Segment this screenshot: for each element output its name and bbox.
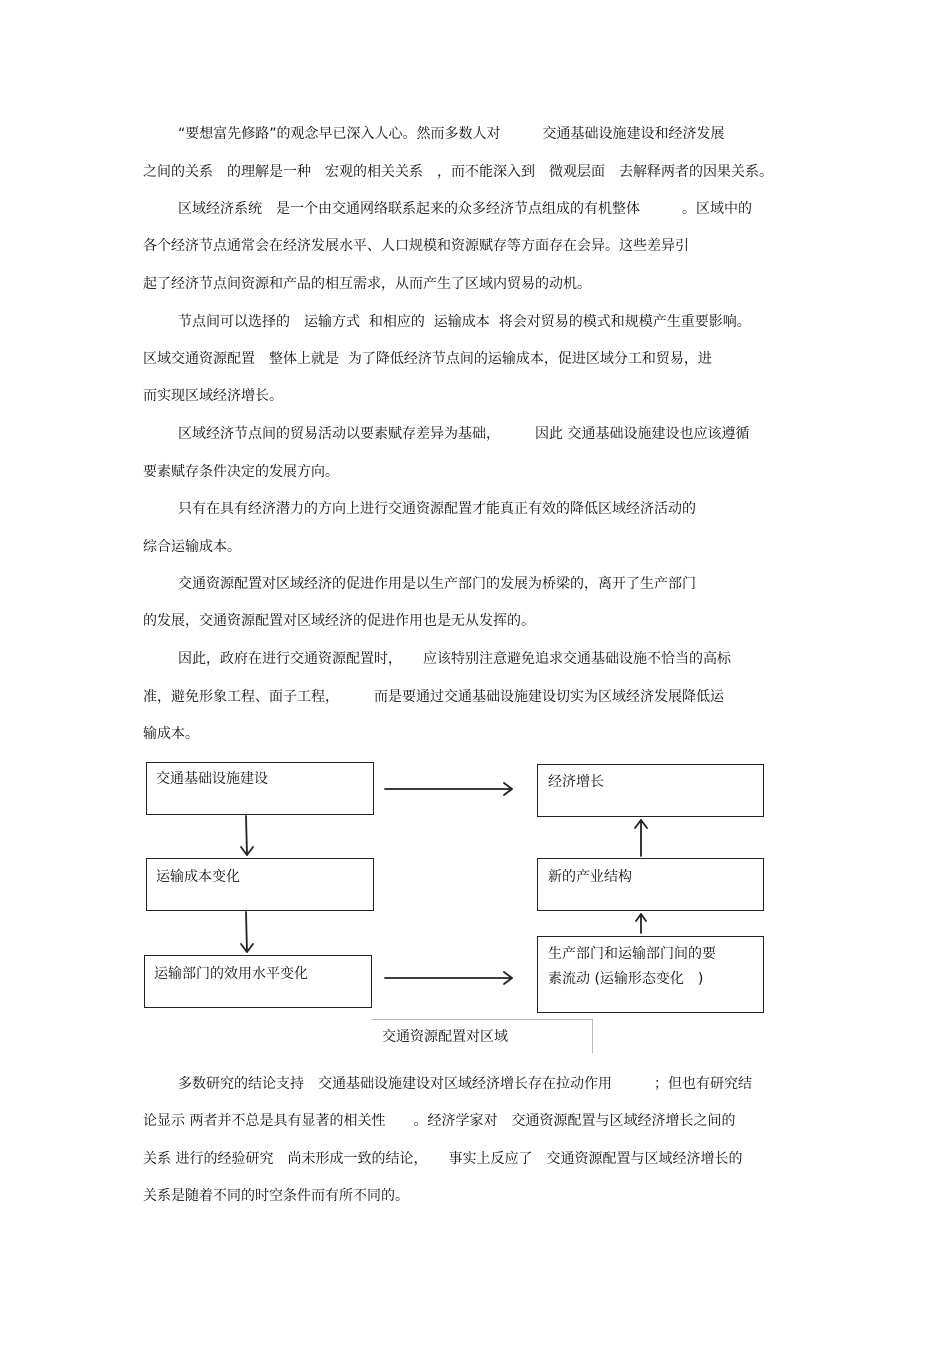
para7-line2: 准，避免形象工程、面子工程， 而是要通过交通基础设施建设切实为区域经济发展降低运 bbox=[143, 689, 724, 705]
para5-line1: 只有在具有经济潜力的方向上进行交通资源配置才能真正有效的降低区域经济活动的 bbox=[178, 501, 696, 517]
para3-line1: 节点间可以选择的 运输方式 和相应的 运输成本 将会对贸易的模式和规模产生重要影响。 bbox=[178, 314, 751, 330]
diagram-caption: 交通资源配置对区域 bbox=[382, 1029, 508, 1045]
diagram-label-infrastructure: 交通基础设施建设 bbox=[156, 771, 268, 787]
arrow-infra-to-cost bbox=[246, 816, 247, 855]
para4-line1: 区域经济节点间的贸易活动以要素赋存差异为基础， 因此 交通基础设施建设也应该遵循 bbox=[178, 426, 750, 442]
para8-line1: 多数研究的结论支持 交通基础设施建设对区域经济增长存在拉动作用 ；但也有研究结 bbox=[178, 1076, 752, 1092]
para1-line1: “要想富先修路”的观念早已深入人心。然而多数人对 交通基础设施建设和经济发展 bbox=[178, 126, 725, 142]
para3-line3: 而实现区域经济增长。 bbox=[143, 388, 283, 404]
para2-line2: 各个经济节点通常会在经济发展水平、人口规模和资源赋存等方面存在会异。这些差异引 bbox=[143, 238, 689, 254]
para8-line2: 论显示 两者并不总是具有显著的相关性 。经济学家对 交通资源配置与区域经济增长之间的 bbox=[143, 1113, 736, 1129]
para1-line2: 之间的关系 的理解是一种 宏观的相关关系 ，而不能深入到 微观层面 去解释两者的因果关系。 bbox=[143, 164, 773, 180]
para2-line1: 区域经济系统 是一个由交通网络联系起来的众多经济节点组成的有机整体 。区域中的 bbox=[178, 201, 752, 217]
para5-line2: 综合运输成本。 bbox=[143, 539, 241, 555]
diagram-label-transport-cost: 运输成本变化 bbox=[156, 869, 240, 885]
para7-line3: 输成本。 bbox=[143, 726, 199, 742]
para2-line3: 起了经济节点间资源和产品的相互需求，从而产生了区域内贸易的动机。 bbox=[143, 276, 591, 292]
diagram-label-growth: 经济增长 bbox=[548, 774, 604, 790]
para3-line2: 区域交通资源配置 整体上就是 为了降低经济节点间的运输成本，促进区域分工和贸易，进 bbox=[143, 351, 712, 367]
diagram-label-structure: 新的产业结构 bbox=[548, 869, 632, 885]
diagram-label-factor-flow-line1: 生产部门和运输部门间的要 bbox=[548, 946, 716, 962]
arrow-cost-to-utility bbox=[246, 912, 247, 952]
para8-line3: 关系 进行的经验研究 尚未形成一致的结论， 事实上反应了 交通资源配置与区域经济增长的 bbox=[143, 1151, 743, 1167]
para6-line2: 的发展，交通资源配置对区域经济的促进作用也是无从发挥的。 bbox=[143, 613, 535, 629]
diagram-label-factor-flow-line2: 素流动 (运输形态变化 ) bbox=[548, 971, 704, 987]
para4-line2: 要素赋存条件决定的发展方向。 bbox=[143, 464, 339, 480]
para6-line1: 交通资源配置对区域经济的促进作用是以生产部门的发展为桥梁的，离开了生产部门 bbox=[178, 576, 696, 592]
para7-line1: 因此，政府在进行交通资源配置时， 应该特别注意避免追求交通基础设施不恰当的高标 bbox=[178, 651, 731, 667]
diagram-label-utility: 运输部门的效用水平变化 bbox=[154, 966, 308, 982]
para8-line4: 关系是随着不同的时空条件而有所不同的。 bbox=[143, 1188, 409, 1204]
